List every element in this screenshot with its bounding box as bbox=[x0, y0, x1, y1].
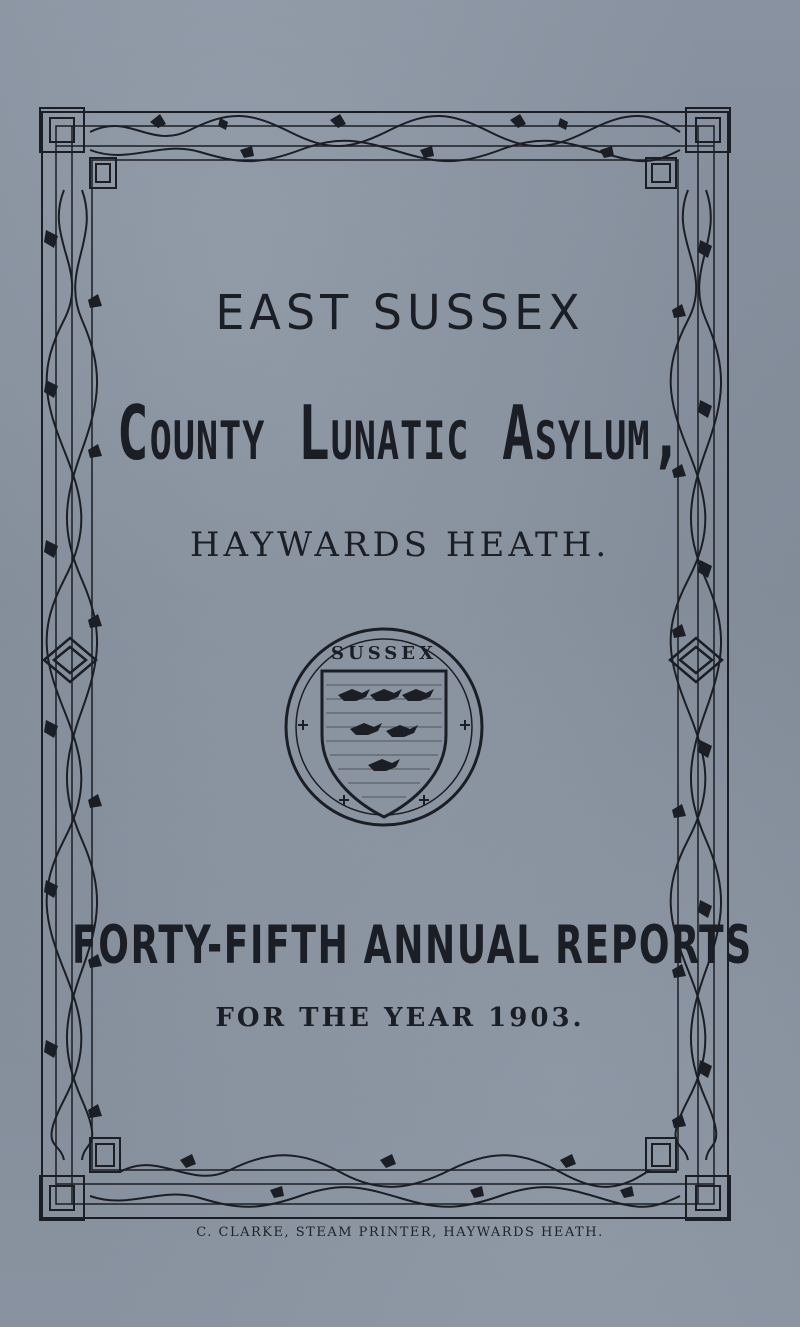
ivy-leaves-top bbox=[150, 114, 614, 158]
sussex-martlets-shield-icon bbox=[282, 625, 486, 830]
corner-ornament-top-left bbox=[40, 108, 116, 188]
ivy-vine-top bbox=[90, 116, 680, 161]
county-heading: EAST SUSSEX bbox=[215, 283, 585, 341]
report-year: FOR THE YEAR 1903. bbox=[215, 1003, 585, 1033]
corner-ornament-bottom-right bbox=[646, 1138, 730, 1220]
report-title: FORTY-FIFTH ANNUAL REPORTS bbox=[72, 915, 753, 977]
institution-heading: County Lunatic Asylum, bbox=[116, 390, 684, 478]
corner-ornament-bottom-left bbox=[40, 1138, 120, 1220]
crest-motto: SUSSEX bbox=[331, 643, 437, 664]
printer-imprint: C. CLARKE, STEAM PRINTER, HAYWARDS HEATH. bbox=[196, 1225, 604, 1240]
location-heading: HAYWARDS HEATH. bbox=[189, 525, 611, 565]
